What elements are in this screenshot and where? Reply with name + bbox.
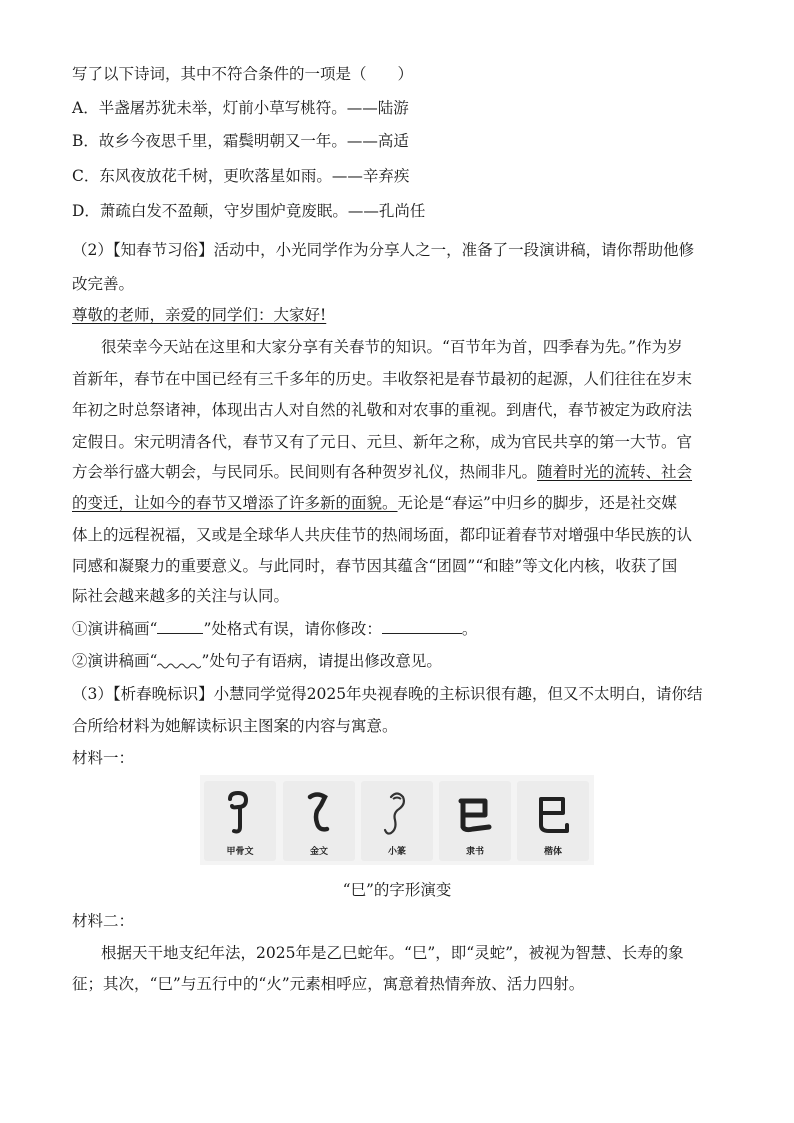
wavy-underline-mark bbox=[157, 659, 201, 669]
part2-intro-cont: 改完善。 bbox=[72, 275, 135, 293]
speech-line bbox=[72, 462, 692, 482]
glyph-caption: 楷体 bbox=[543, 847, 562, 857]
q2-suffix: ”处句子有语病，请提出修改意见。 bbox=[201, 652, 442, 670]
glyph-evolution-figure bbox=[200, 775, 594, 865]
speech-line: 体上的远程祝福，又或是全球华人共庆佳节的热闹场面，都印证着春节对增强中华民族的认 bbox=[72, 526, 693, 544]
speech-line: 很荣幸今天站在这里和大家分享有关春节的知识。“百节年为首，四季春为先。”作为岁 bbox=[101, 338, 683, 356]
glyph-caption: 金文 bbox=[309, 847, 328, 857]
glyph-caption: 隶书 bbox=[465, 847, 484, 857]
part2-intro: （2）【知春节习俗】活动中，小光同学作为分享人之一，准备了一段演讲稿，请你帮助他修 bbox=[72, 241, 695, 259]
material2-line: 征；其次，“巳”与五行中的“火”元素相呼应，寓意着热情奔放、活力四射。 bbox=[72, 975, 585, 993]
glyph-caption: 甲骨文 bbox=[226, 847, 254, 857]
speech-greeting: 尊敬的老师，亲爱的同学们：大家好! bbox=[72, 306, 327, 324]
figure-caption: “巳”的字形演变 bbox=[342, 881, 452, 899]
speech-line: 际社会越来越多的关注与认同。 bbox=[72, 587, 290, 605]
seal-glyph-icon bbox=[373, 787, 421, 841]
option-d: D．萧疏白发不盈颠，守岁围炉竟废眠。——孔尚任 bbox=[72, 202, 426, 220]
glyph-tile bbox=[361, 781, 433, 861]
clerical-glyph-icon bbox=[451, 787, 499, 841]
glyph-tile bbox=[283, 781, 355, 861]
faulty-sentence: 的变迁，让如今的春节又增添了许多新的面貌。 bbox=[72, 494, 398, 512]
glyph-tile bbox=[439, 781, 511, 861]
answer-blank[interactable] bbox=[382, 619, 462, 634]
question-stem: 写了以下诗词，其中不符合条件的一项是（ ） bbox=[72, 65, 414, 83]
option-c: C．东风夜放花千树，更吹落星如雨。——辛弃疾 bbox=[72, 167, 410, 185]
oracle-glyph-icon bbox=[216, 787, 264, 841]
glyph-caption: 小篆 bbox=[387, 847, 406, 857]
speech-line: 定假日。宋元明清各代，春节又有了元日、元旦、新年之称，成为官民共享的第一大节。官 bbox=[72, 433, 693, 451]
glyph-tile bbox=[204, 781, 276, 861]
q1-end: 。 bbox=[461, 620, 478, 638]
subquestion-2 bbox=[72, 651, 442, 671]
speech-line: 年初之时总祭诸神，体现出古人对自然的礼敬和对农事的重视。到唐代，春节被定为政府法 bbox=[72, 401, 693, 419]
option-b: B．故乡今夜思千里，霜鬓明朝又一年。——高适 bbox=[72, 132, 409, 150]
speech-line: 首新年，春节在中国已经有三千多年的历史。丰收祭祀是春节最初的起源，人们往往在岁末 bbox=[72, 370, 693, 388]
q1-prefix: ①演讲稿画“ bbox=[72, 620, 158, 638]
straight-underline-mark bbox=[157, 619, 203, 634]
material2-label: 材料二： bbox=[72, 912, 135, 930]
speech-text: 方会举行盛大朝会，与民同乐。民间则有各种贺岁礼仪，热闹非凡。 bbox=[72, 463, 538, 481]
subquestion-1 bbox=[72, 619, 477, 639]
glyph-tile bbox=[517, 781, 589, 861]
material2-line: 根据天干地支纪年法，2025年是乙巳蛇年。“巳”，即“灵蛇”，被视为智慧、长寿的象 bbox=[101, 944, 684, 962]
q1-suffix: ”处格式有误，请你修改： bbox=[203, 620, 382, 638]
speech-line bbox=[72, 493, 677, 513]
part3-intro: （3）【析春晚标识】小慧同学觉得2025年央视春晚的主标识很有趣，但又不太明白，请你结 bbox=[72, 685, 703, 703]
regular-glyph-icon bbox=[529, 787, 577, 841]
faulty-sentence: 随着时光的流转、社会 bbox=[537, 463, 693, 481]
bronze-glyph-icon bbox=[295, 787, 343, 841]
material1-label: 材料一： bbox=[72, 749, 135, 767]
option-a: A．半盏屠苏犹未举，灯前小草写桃符。——陆游 bbox=[72, 99, 409, 117]
part3-intro-cont: 合所给材料为她解读标识主图案的内容与寓意。 bbox=[72, 717, 398, 735]
speech-line: 同感和凝聚力的重要意义。与此同时，春节因其蕴含“团圆”“和睦”等文化内核，收获了国 bbox=[72, 557, 678, 575]
speech-text: 无论是“春运”中归乡的脚步，还是社交媒 bbox=[397, 494, 677, 512]
q2-prefix: ②演讲稿画“ bbox=[72, 652, 158, 670]
